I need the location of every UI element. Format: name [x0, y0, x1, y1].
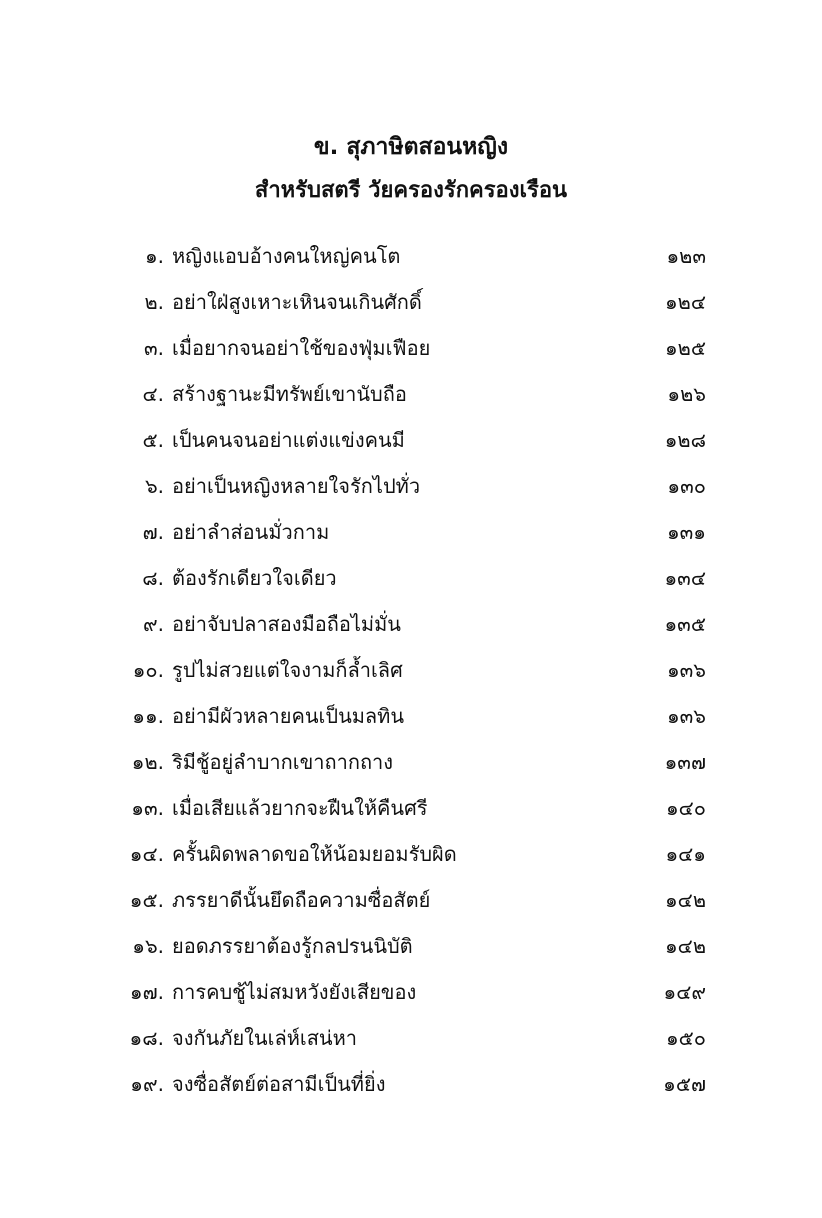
toc-entry-number: ๗. [142, 520, 164, 544]
page-title: ข. สุภาษิตสอนหญิง [313, 134, 509, 160]
toc-entry-page-number: ๑๓๖ [666, 704, 706, 728]
toc-entry-title: ภรรยาดีนั้นยึดถือความซื่อสัตย์ [172, 888, 431, 912]
toc-entry-number: ๑๖. [132, 934, 164, 958]
toc-entry-title: การคบชู้ไม่สมหวังยังเสียของ [172, 980, 417, 1004]
toc-entry-title: เป็นคนจนอย่าแต่งแข่งคนมี [172, 428, 405, 452]
toc-entry-page-number: ๑๕๗ [663, 1072, 706, 1096]
toc-entry-page-number: ๑๒๕ [664, 336, 706, 360]
toc-entry-number: ๘. [142, 566, 164, 590]
toc-entry [0, 466, 822, 512]
toc-entry [0, 420, 822, 466]
toc-entry-title: จงซื่อสัตย์ต่อสามีเป็นที่ยิ่ง [172, 1072, 386, 1096]
toc-entry-page-number: ๑๔๒ [664, 934, 706, 958]
toc-entry-title: เมื่อยากจนอย่าใช้ของฟุ่มเฟือย [172, 336, 431, 360]
toc-entry-title: อย่าเป็นหญิงหลายใจรักไปทั่ว [172, 474, 421, 498]
toc-entry-title: อย่าใฝ่สูงเหาะเหินจนเกินศักดิ์ [172, 290, 422, 314]
toc-entry-number: ๑๒. [131, 750, 164, 774]
toc-entry-number: ๖. [144, 474, 164, 498]
toc-entry-page-number: ๑๓๑ [666, 520, 706, 544]
toc-entry [0, 604, 822, 650]
toc-entry-page-number: ๑๓๕ [664, 612, 706, 636]
toc-entry-page-number: ๑๓๔ [664, 566, 706, 590]
toc-entry [0, 236, 822, 282]
title-block [0, 128, 822, 210]
toc-entry [0, 834, 822, 880]
toc-entry-number: ๑๙. [130, 1072, 164, 1096]
toc-entry-title: ต้องรักเดียวใจเดียว [172, 566, 337, 590]
toc-entry [0, 880, 822, 926]
toc-entry-number: ๑๔. [129, 842, 164, 866]
toc-entry [0, 972, 822, 1018]
toc-entry [0, 558, 822, 604]
toc-entry-number: ๔. [142, 382, 164, 406]
toc-entry-number: ๑๗. [129, 980, 164, 1004]
toc-entry-page-number: ๑๒๖ [667, 382, 706, 406]
page-subtitle: สำหรับสตรี วัยครองรักครองเรือน [254, 178, 568, 203]
toc-entry-number: ๑๑. [132, 704, 164, 728]
toc-entry-number: ๒. [144, 290, 164, 314]
toc-entry-number: ๑๕. [129, 888, 164, 912]
toc-entry [0, 650, 822, 696]
toc-entry-number: ๙. [142, 612, 164, 636]
toc-entry-page-number: ๑๓๗ [664, 750, 706, 774]
toc-entry-number: ๓. [143, 336, 164, 360]
toc-entry [0, 328, 822, 374]
toc-entry-title: จงกันภัยในเล่ห์เสน่หา [172, 1026, 358, 1050]
toc-entry [0, 788, 822, 834]
toc-entry-page-number: ๑๔๐ [665, 796, 706, 820]
toc-entry-title: ยอดภรรยาต้องรู้กลปรนนิบัติ [172, 934, 413, 958]
toc-entry [0, 1018, 822, 1064]
toc-entry-title: เมื่อเสียแล้วยากจะฝืนให้คืนศรี [172, 796, 428, 820]
toc-entry-number: ๑๓. [131, 796, 164, 820]
toc-entry-page-number: ๑๔๑ [665, 842, 706, 866]
toc-entry-page-number: ๑๔๒ [664, 888, 706, 912]
toc-entry-number: ๕. [142, 428, 164, 452]
toc-entry-page-number: ๑๒๔ [664, 290, 706, 314]
toc-entry-title: อย่าลำส่อนมั่วกาม [172, 520, 330, 544]
toc-entry-page-number: ๑๒๓ [666, 244, 706, 268]
table-of-contents [0, 236, 822, 1110]
toc-entry [0, 742, 822, 788]
toc-entry [0, 512, 822, 558]
toc-entry [0, 282, 822, 328]
toc-entry-page-number: ๑๕๐ [665, 1026, 706, 1050]
toc-entry-number: ๑๘. [129, 1026, 164, 1050]
toc-entry-title: อย่าจับปลาสองมือถือไม่มั่น [172, 612, 401, 636]
toc-entry-page-number: ๑๒๘ [664, 428, 706, 452]
toc-entry-page-number: ๑๓๐ [667, 474, 706, 498]
toc-entry-title: รูปไม่สวยแต่ใจงามก็ล้ำเลิศ [172, 658, 403, 682]
toc-entry [0, 926, 822, 972]
toc-entry [0, 1064, 822, 1110]
toc-entry-number: ๑. [144, 244, 164, 268]
toc-entry-number: ๑๐. [132, 658, 164, 682]
toc-entry-title: อย่ามีผัวหลายคนเป็นมลทิน [172, 704, 405, 728]
toc-entry [0, 374, 822, 420]
toc-entry [0, 696, 822, 742]
toc-entry-title: ครั้นผิดพลาดขอให้น้อมยอมรับผิด [172, 842, 457, 866]
toc-entry-title: ริมีชู้อยู่ลำบากเขาถากถาง [172, 750, 394, 774]
toc-entry-title: สร้างฐานะมีทรัพย์เขานับถือ [172, 382, 407, 406]
toc-entry-title: หญิงแอบอ้างคนใหญ่คนโต [172, 244, 401, 268]
toc-entry-page-number: ๑๓๖ [666, 658, 706, 682]
toc-entry-page-number: ๑๔๙ [663, 980, 706, 1004]
